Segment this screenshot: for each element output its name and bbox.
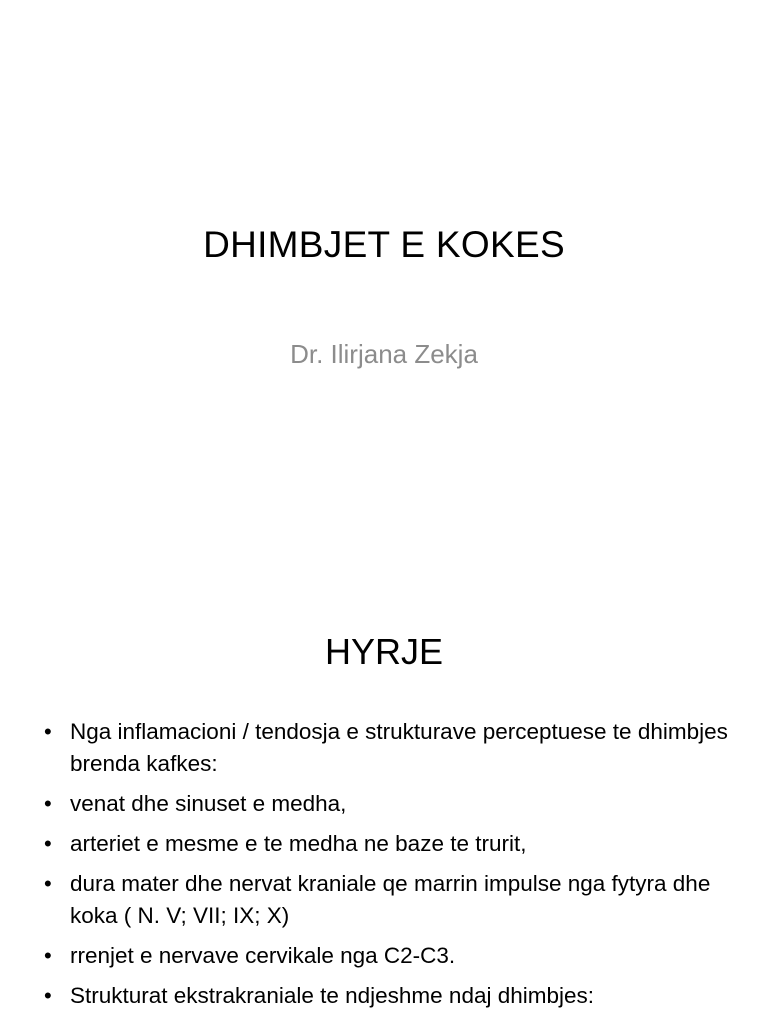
- bullet-dot-icon: •: [44, 791, 52, 816]
- bullet-dot-icon: •: [44, 831, 52, 856]
- bullet-dot-icon: •: [44, 719, 52, 744]
- bullet-text: rrenjet e nervave cervikale nga C2-C3.: [70, 943, 456, 968]
- bullet-item: [44, 868, 744, 932]
- bullet-item: [44, 980, 744, 1012]
- bullet-dot-icon: •: [44, 943, 52, 968]
- bullet-item: [44, 716, 744, 780]
- slide-heading: HYRJE: [324, 631, 444, 672]
- bullet-dot-icon: •: [44, 871, 52, 896]
- bullet-item: [44, 940, 744, 972]
- bullet-text: arteriet e mesme e te medha ne baze te trurit,: [70, 831, 527, 856]
- slide-introduction: [0, 576, 768, 1024]
- slide-subtitle-author: Dr. Ilirjana Zekja: [290, 339, 478, 369]
- slide-title-heading: DHIMBJET E KOKES: [203, 224, 565, 265]
- bullet-text: venat dhe sinuset e medha,: [70, 791, 347, 816]
- bullet-text: Strukturat ekstrakraniale te ndjeshme ndaj dhimbjes:: [70, 983, 595, 1008]
- bullet-list: [44, 716, 744, 1020]
- bullet-text: dura mater dhe nervat kraniale qe marrin impulse nga fytyra dhe koka ( N. V; VII; IX; X): [70, 871, 711, 928]
- bullet-item: [44, 788, 744, 820]
- bullet-dot-icon: •: [44, 983, 52, 1008]
- bullet-text: Nga inflamacioni / tendosja e strukturave perceptuese te dhimbjes brenda kafkes:: [70, 719, 728, 776]
- bullet-item: [44, 828, 744, 860]
